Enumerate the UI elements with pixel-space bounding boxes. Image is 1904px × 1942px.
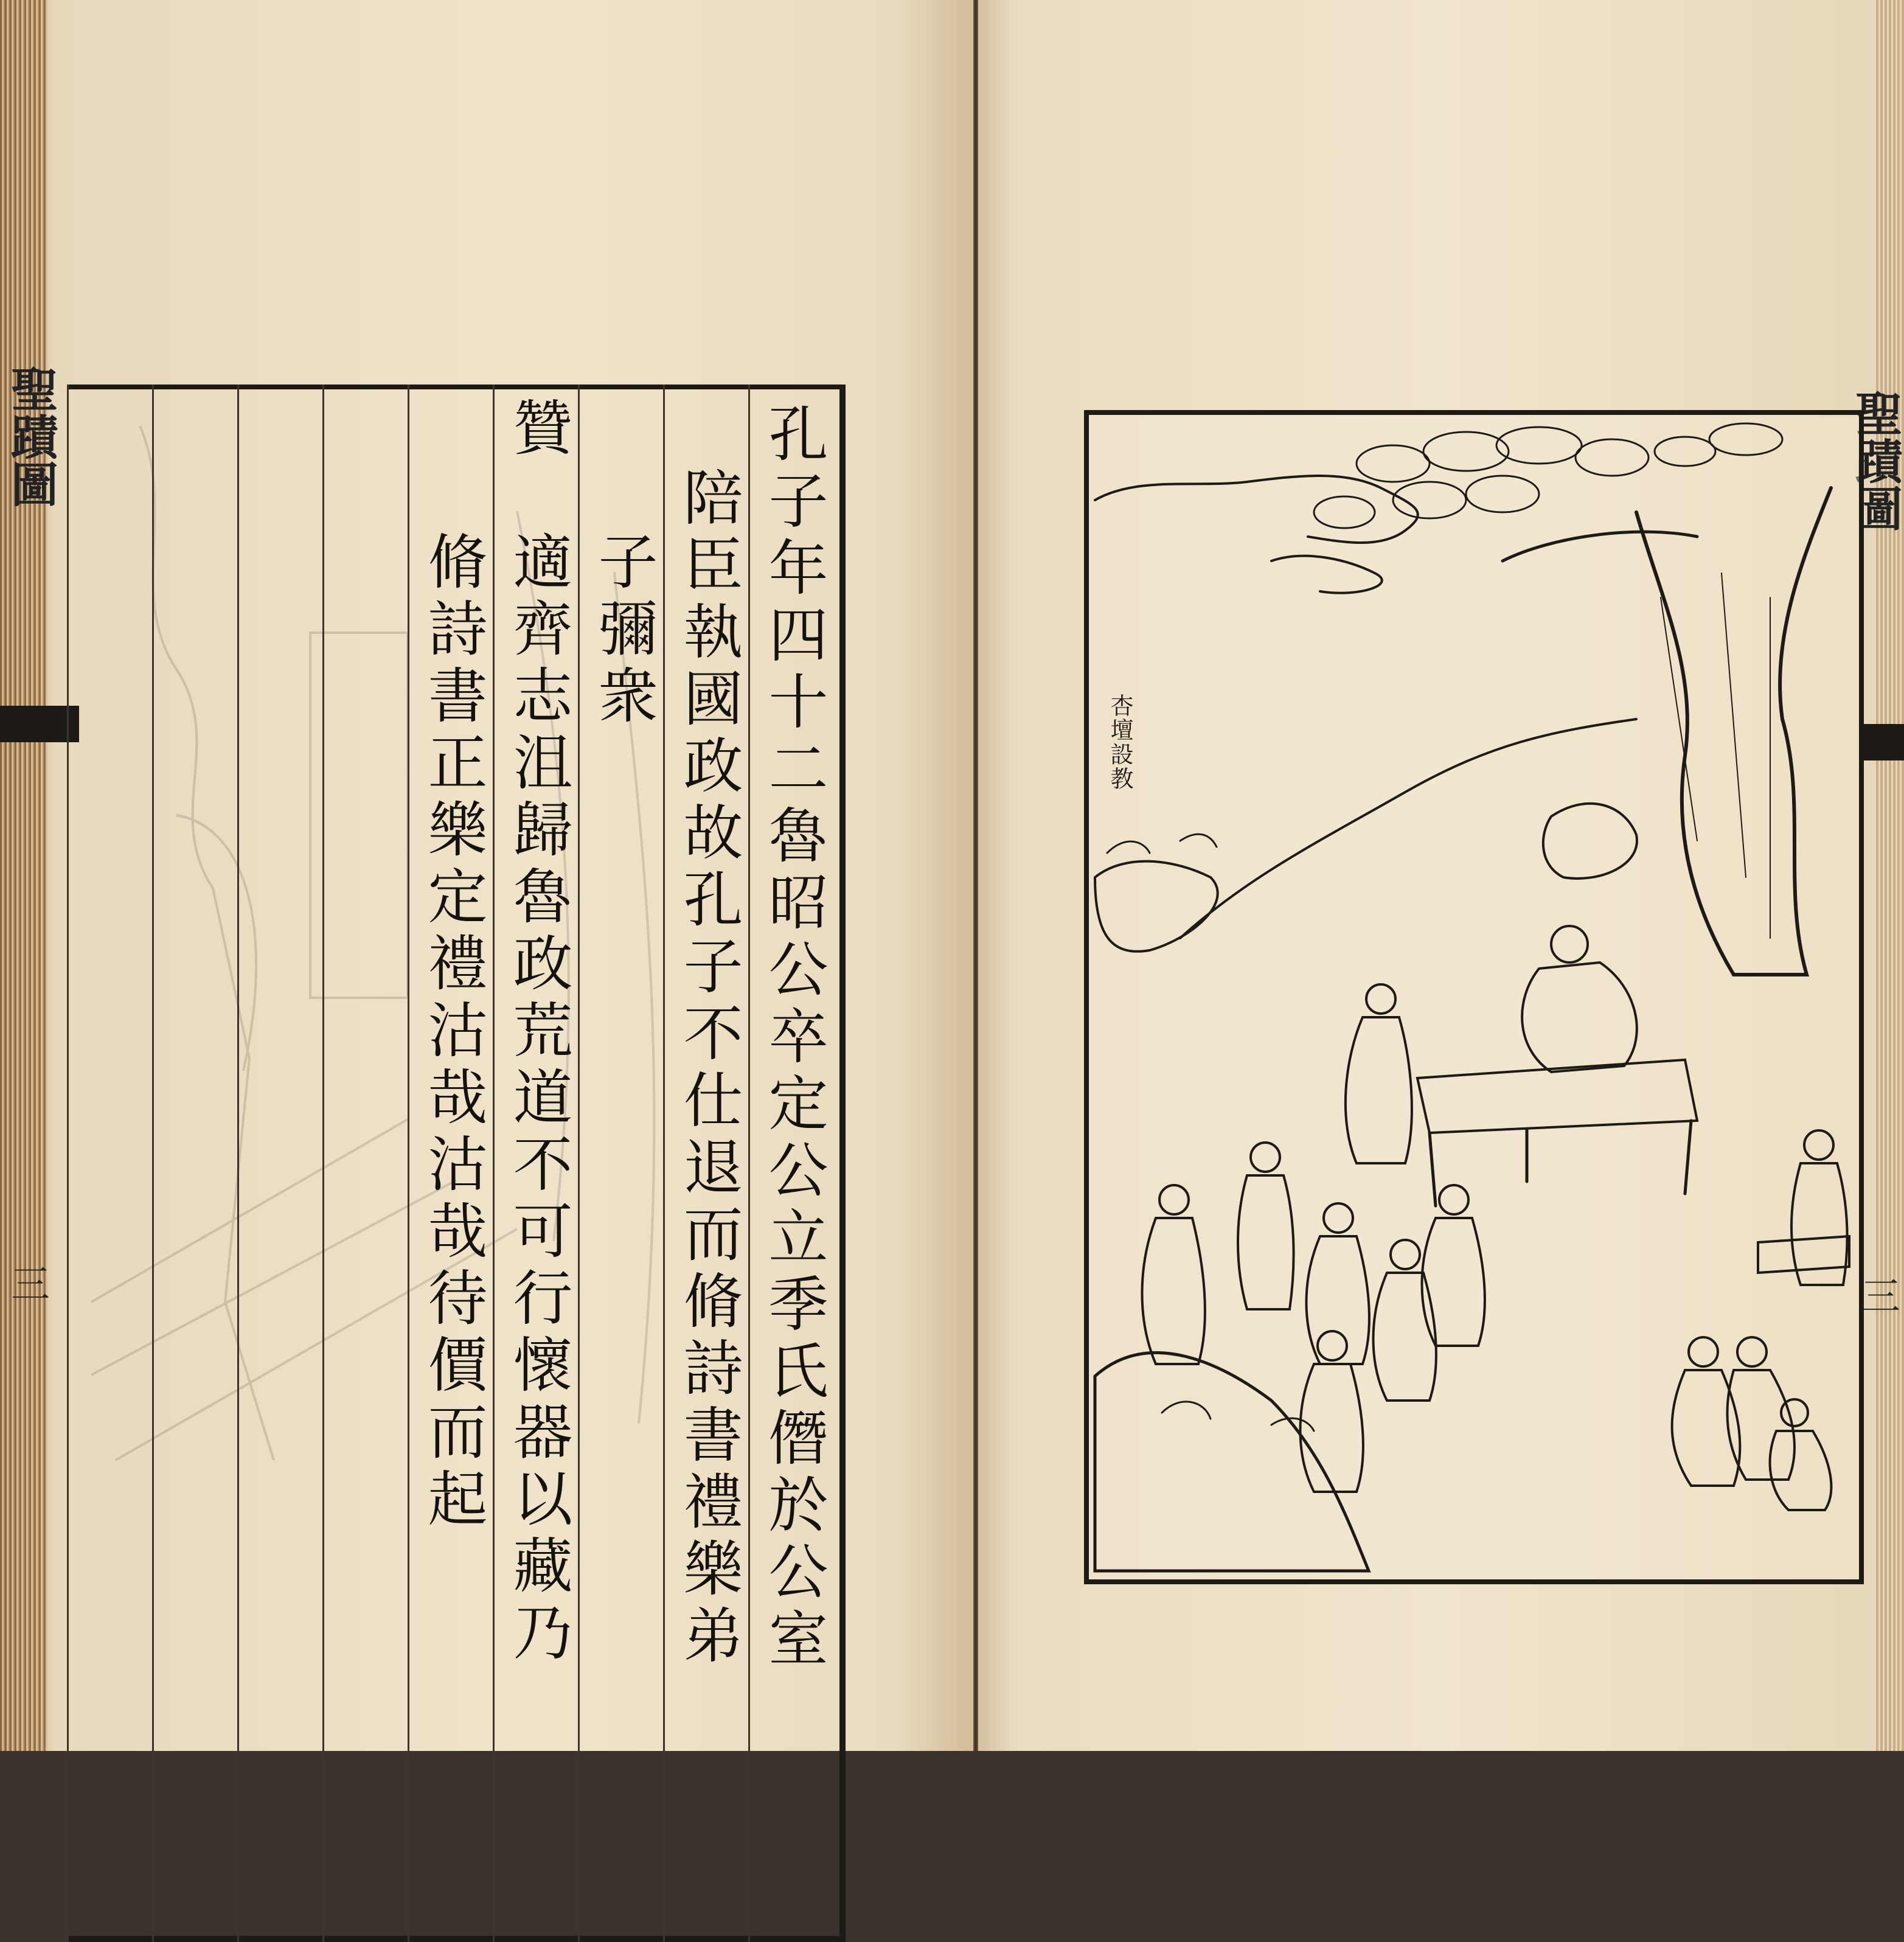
text-column-5: 適齊志沮歸魯政荒道不可行懷器以藏乃 [503,531,572,1668]
text-column-1: 孔子年四十二魯昭公卒定公立季氏僭於公室 [759,403,828,1674]
text-column-6: 脩詩書正樂定禮沽哉沽哉待價而起 [418,531,487,1534]
text-column-4: 贊 [503,397,572,464]
cloud [1095,476,1418,543]
column-rule [493,385,495,1942]
text-column-2: 陪臣執國政故孔子不仕退而脩詩書禮樂弟 [673,467,743,1671]
rock [1095,1352,1369,1571]
illustration-caption: 杏壇設教 [1107,694,1133,791]
right-page-number: 三 [1861,1275,1900,1320]
frame-bottom-rule [67,1936,846,1942]
right-spine-title: 聖蹟圖 [1847,389,1903,532]
master-figure [1522,926,1637,1072]
frame-top-rule [67,385,846,389]
cloud [1271,556,1382,593]
illustration-frame [1084,410,1864,1584]
column-rule [237,385,239,1942]
page-edges [1876,0,1904,1751]
tree-foliage [1314,423,1782,528]
page-edges [0,0,47,1751]
side-table [1758,1236,1849,1273]
book-gutter [973,0,978,1751]
left-spine-title: 聖蹟圖 [3,365,58,507]
column-rule [152,385,154,1942]
column-rule [67,385,69,1942]
column-rule [578,385,580,1942]
rock [1543,804,1637,879]
text-frame [67,385,846,1942]
tree-branch [1503,532,1697,561]
woodblock-illustration [1089,415,1859,1579]
plant [1162,1402,1314,1431]
rock [1095,861,1218,952]
fish-tail-mark [1861,724,1904,760]
disciple-figures [1142,984,1847,1510]
column-rule [322,385,324,1942]
left-page [0,0,973,1751]
plant [1107,834,1217,853]
left-page-number: 三 [11,1262,50,1307]
frame-right-rule [839,385,846,1942]
column-rule [408,385,409,1942]
hill [1180,719,1636,938]
text-column-3: 子彌衆 [588,531,658,731]
column-rule [663,385,665,1942]
column-rule [748,385,750,1942]
